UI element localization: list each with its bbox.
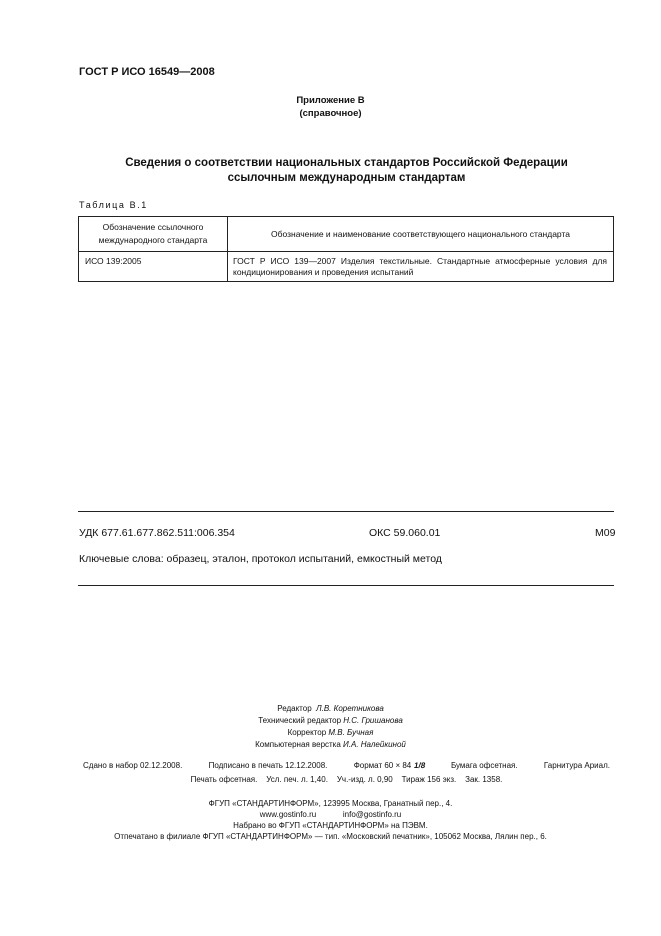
annex-title: Приложение В bbox=[296, 95, 365, 106]
corrector-label: Корректор bbox=[287, 728, 327, 737]
publishing-line-2 bbox=[83, 774, 610, 786]
tech-editor-label: Технический редактор bbox=[258, 716, 342, 725]
editor-label: Редактор bbox=[277, 704, 312, 713]
header-intl-standard: Обозначение ссылочного международного стандарта bbox=[79, 217, 228, 252]
signed-date: Подписано в печать 12.12.2008. bbox=[208, 761, 328, 770]
cell-intl-standard: ИСО 139:2005 bbox=[79, 252, 228, 282]
credit-editor bbox=[0, 703, 661, 715]
oks-code: ОКС 59.060.01 bbox=[369, 527, 441, 539]
paper: Бумага офсетная. bbox=[450, 761, 518, 770]
document-code: ГОСТ Р ИСО 16549—2008 bbox=[79, 66, 215, 78]
section-title-line2: ссылочным международным стандартам bbox=[227, 172, 466, 184]
credit-tech-editor bbox=[0, 715, 661, 727]
layout-name: И.А. Налейкиной bbox=[343, 740, 406, 749]
annex-subtitle: (справочное) bbox=[299, 108, 362, 119]
org-email[interactable]: info@gostinfo.ru bbox=[342, 810, 402, 819]
credit-layout bbox=[0, 739, 661, 751]
print-sheets: Усл. печ. л. 1,40. bbox=[266, 775, 328, 784]
tech-editor-name: Н.С. Гришанова bbox=[343, 716, 403, 725]
correspondence-table bbox=[78, 216, 614, 282]
layout-label: Компьютерная верстка bbox=[255, 740, 341, 749]
format-fraction: 1/8 bbox=[412, 761, 426, 770]
divider-top bbox=[78, 511, 614, 512]
typeset-date: Сдано в набор 02.12.2008. bbox=[83, 761, 183, 770]
corrector-name: М.В. Бучная bbox=[328, 728, 374, 737]
order-number: Зак. 1358. bbox=[465, 775, 503, 784]
org-website[interactable]: www.gostinfo.ru bbox=[259, 810, 317, 819]
keywords: Ключевые слова: образец, эталон, протокол испытаний, емкостный метод bbox=[79, 553, 442, 565]
udk-code: УДК 677.61.677.862.511:006.354 bbox=[79, 527, 235, 539]
divider-bottom bbox=[78, 585, 614, 586]
print-run: Тираж 156 экз. bbox=[401, 775, 457, 784]
section-title-line1: Сведения о соответствии национальных стандартов Российской Федерации bbox=[125, 157, 568, 169]
credit-corrector bbox=[0, 727, 661, 739]
cell-national-standard: ГОСТ Р ИСО 139—2007 Изделия текстильные. Стандартные атмосферные условия для кондиционирования и проведения испытаний bbox=[228, 252, 614, 282]
font-info: Гарнитура Ариал. bbox=[543, 761, 610, 770]
org-contacts bbox=[0, 809, 661, 821]
table-header-row bbox=[79, 217, 614, 252]
print-type: Печать офсетная. bbox=[190, 775, 258, 784]
category-code: М09 bbox=[595, 527, 616, 539]
org-address: ФГУП «СТАНДАРТИНФОРМ», 123995 Москва, Гранатный пер., 4. bbox=[208, 799, 453, 808]
table-row bbox=[79, 252, 614, 282]
org-typeset-note: Набрано во ФГУП «СТАНДАРТИНФОРМ» на ПЭВМ. bbox=[233, 821, 428, 830]
table-label: Таблица В.1 bbox=[79, 200, 148, 210]
header-national-standard: Обозначение и наименование соответствующего национального стандарта bbox=[228, 217, 614, 252]
format-prefix: Формат 60 × 84 bbox=[353, 761, 412, 770]
publishing-line-1 bbox=[83, 760, 610, 772]
publisher-sheets: Уч.-изд. л. 0,90 bbox=[336, 775, 393, 784]
editor-name: Л.В. Коретникова bbox=[316, 704, 384, 713]
org-print-note: Отпечатано в филиале ФГУП «СТАНДАРТИНФОРМ» — тип. «Московский печатник», 105062 Москва, Лялин пер., 6. bbox=[114, 832, 547, 841]
format bbox=[354, 760, 425, 772]
